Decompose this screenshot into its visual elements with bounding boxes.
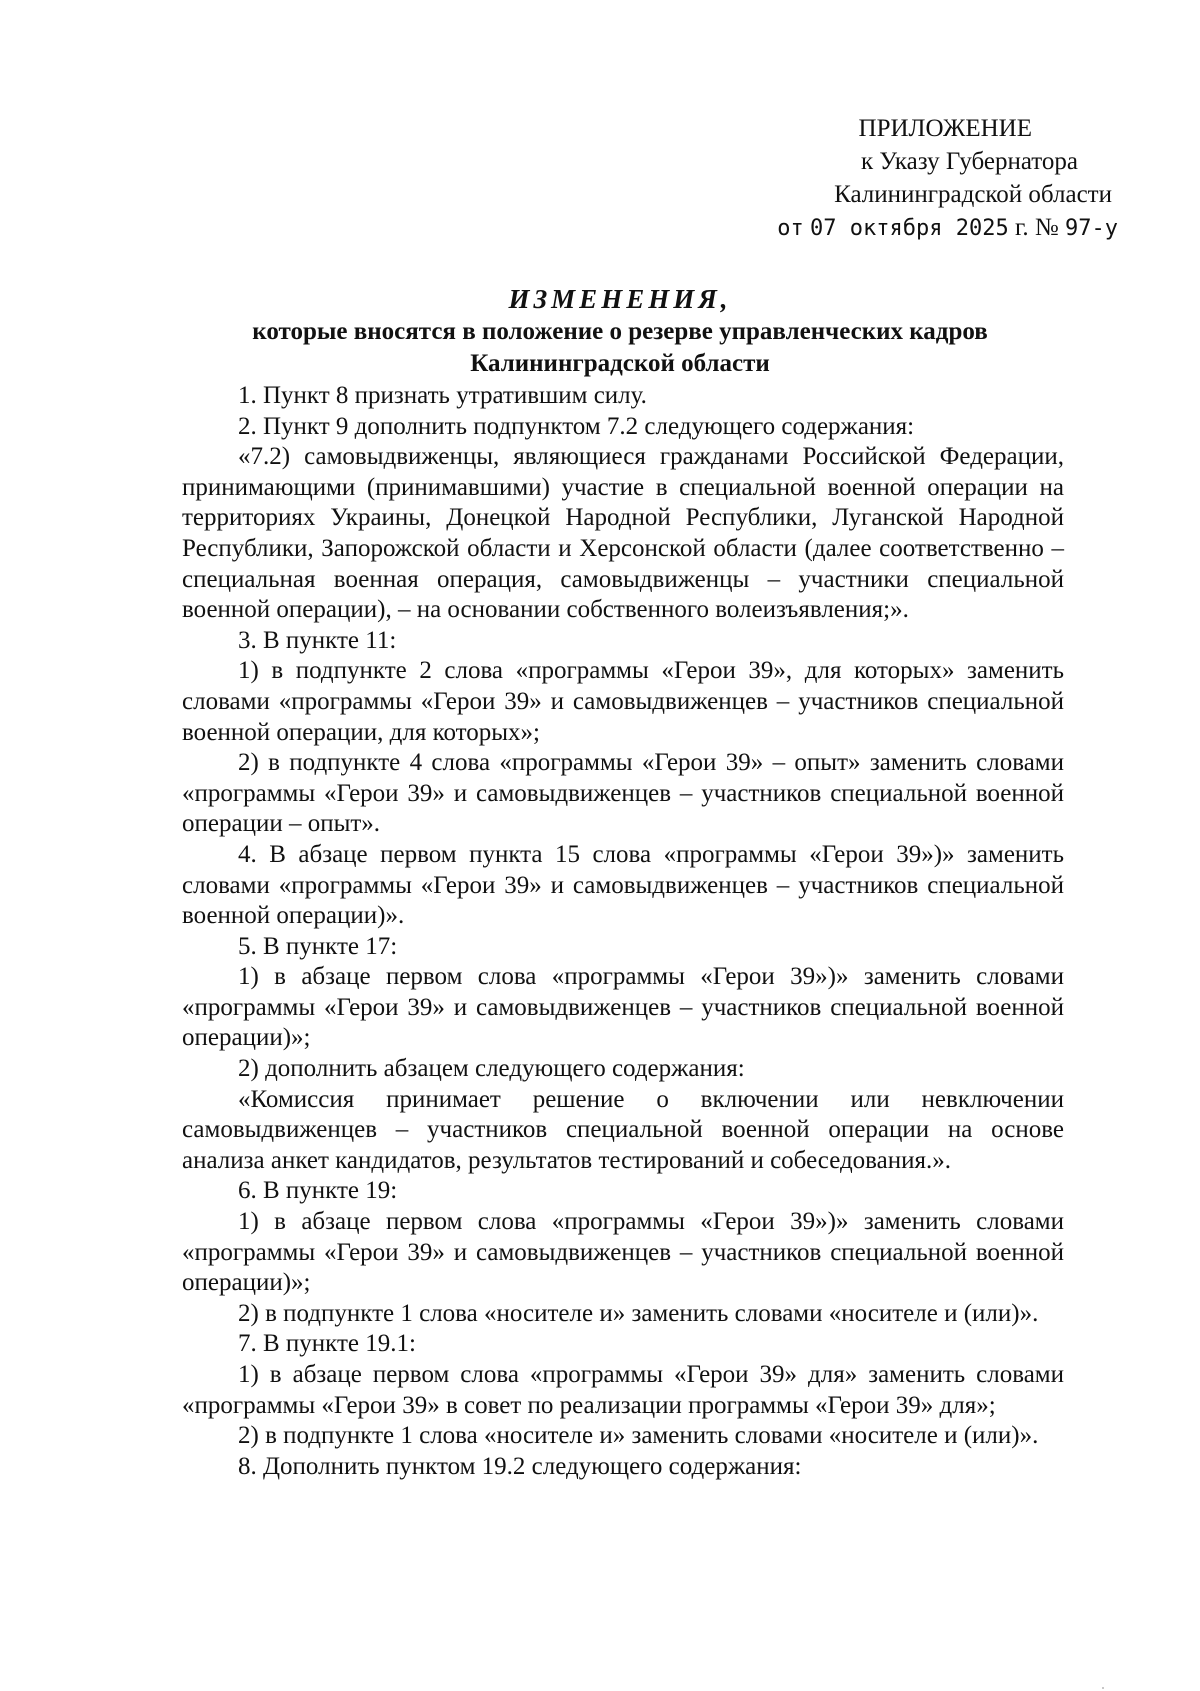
decree-date-line xyxy=(698,211,1118,245)
decree-date: 07 октября 2025 xyxy=(810,216,1009,241)
paragraph-item-7: 7. В пункте 19.1: xyxy=(238,1330,416,1358)
region-name: Калининградской области xyxy=(834,181,1112,208)
paragraph-item-3-sub-2: 2) в подпункте 4 слова «программы «Герои 39» – опыт» заменить словами «программы «Герои 39» и самовыдвиженцев – участников специальной военной операции – опыт». xyxy=(182,749,1064,838)
paragraph-item-8: 8. Дополнить пунктом 19.2 следующего содержания: xyxy=(238,1452,802,1480)
paragraph-commission-quote: «Комиссия принимает решение о включении или невключении самовыдвиженцев – участников специальной военной операции на основе анализа анкет кандидатов, результатов тестирований и собеседования.». xyxy=(182,1085,1064,1174)
document-heading xyxy=(180,282,1060,380)
paragraph-item-6-sub-1: 1) в абзаце первом слова «программы «Герои 39»)» заменить словами «программы «Герои 39» и самовыдвиженцев – участников специальной военной операции)»; xyxy=(182,1208,1064,1297)
paragraph-item-7-sub-2: 2) в подпункте 1 слова «носителе и» заменить словами «носителе и (или)». xyxy=(238,1422,1039,1450)
date-number-separator: г. № xyxy=(1014,214,1059,241)
heading-title: ИЗМЕНЕНИЯ, xyxy=(508,284,732,314)
paragraph-item-3: 3. В пункте 11: xyxy=(238,626,397,654)
paragraph-item-6: 6. В пункте 19: xyxy=(238,1177,398,1205)
paragraph-item-5-sub-2: 2) дополнить абзацем следующего содержания: xyxy=(238,1055,745,1083)
paragraph-item-1: 1. Пункт 8 признать утратившим силу. xyxy=(238,382,647,409)
date-prefix: от xyxy=(777,216,804,241)
heading-subtitle-line-1: которые вносятся в положение о резерве управленческих кадров xyxy=(252,318,988,345)
paragraph-item-5: 5. В пункте 17: xyxy=(238,932,398,960)
paragraph-item-5-sub-1: 1) в абзаце первом слова «программы «Герои 39»)» заменить словами «программы «Герои 39» и самовыдвиженцев – участников специальной военной операции)»; xyxy=(182,963,1064,1052)
paragraph-item-7-sub-1: 1) в абзаце первом слова «программы «Герои 39» для» заменить словами «программы «Герои 39» в совет по реализации программы «Герои 39» для»; xyxy=(182,1361,1064,1419)
appendix-title: ПРИЛОЖЕНИЕ xyxy=(858,115,1032,142)
paragraph-item-6-sub-2: 2) в подпункте 1 слова «носителе и» заменить словами «носителе и (или)». xyxy=(238,1299,1039,1327)
paragraph-item-4: 4. В абзаце первом пункта 15 слова «программы «Герои 39»)» заменить словами «программы «Герои 39» и самовыдвиженцев – участников специальной военной операции)». xyxy=(182,840,1064,930)
decree-number: 97-у xyxy=(1065,216,1118,241)
appendix-header xyxy=(698,112,1118,245)
scan-speck xyxy=(1102,1687,1104,1689)
heading-subtitle-line-2: Калининградской области xyxy=(470,350,770,377)
paragraph-item-3-sub-1: 1) в подпункте 2 слова «программы «Герои 39», для которых» заменить словами «программы «Герои 39» и самовыдвиженцев – участников специальной военной операции, для которых»; xyxy=(182,657,1064,746)
decree-reference: к Указу Губернатора xyxy=(860,148,1078,175)
paragraph-item-2: 2. Пункт 9 дополнить подпунктом 7.2 следующего содержания: xyxy=(238,412,915,440)
document-body xyxy=(182,381,1064,1482)
paragraph-subitem-7-2: «7.2) самовыдвиженцы, являющиеся гражданами Российской Федерации, принимающими (принимавшими) участие в специальной военной операции на территориях Украины, Донецкой Народной Республики, Луганской Народной Республики, Запорожской области и Херсонской области (далее соответственно – специальная военная операция, самовыдвиженцы – участники специальной военной операции), – на основании собственного волеизъявления;». xyxy=(182,443,1064,624)
